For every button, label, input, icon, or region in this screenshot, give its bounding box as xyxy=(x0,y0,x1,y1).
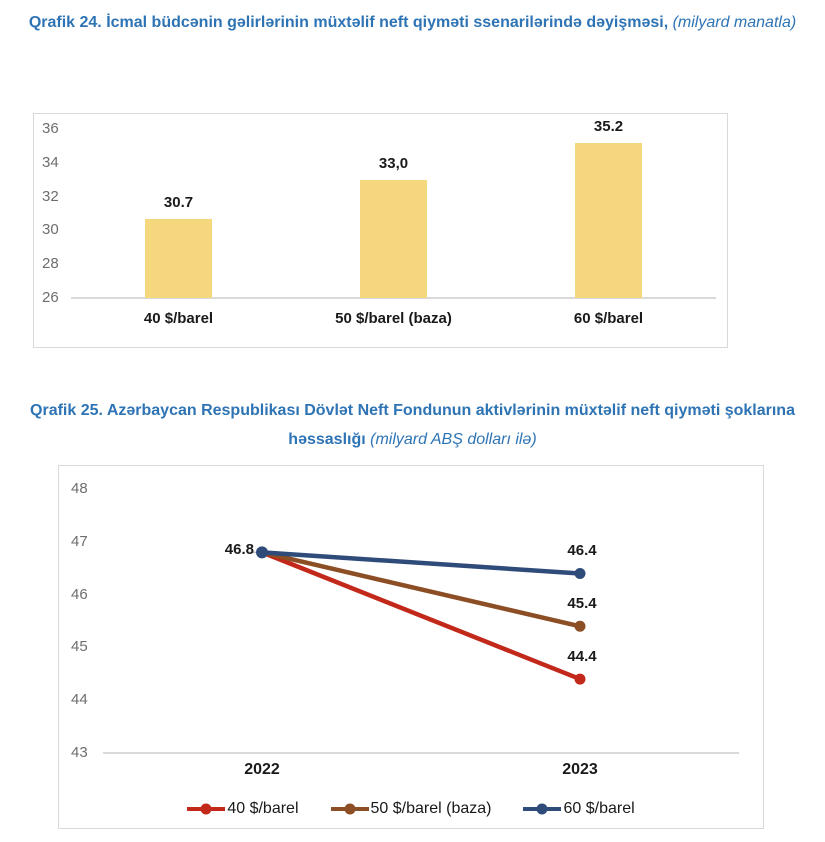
y-axis-tick-label: 30 xyxy=(42,221,59,239)
y-axis-tick-label: 43 xyxy=(71,744,88,761)
legend-line-marker-icon xyxy=(523,803,561,815)
line-plot-area xyxy=(59,466,762,827)
bar-value-label: 30.7 xyxy=(163,193,194,211)
legend-item-2 xyxy=(523,800,634,818)
chart24-title xyxy=(0,8,825,37)
chart24-bar-chart xyxy=(33,113,728,348)
chart25-title xyxy=(0,396,825,454)
legend-item-0 xyxy=(187,800,298,818)
legend-dot xyxy=(537,804,548,815)
legend-label: 50 $/barel (baza) xyxy=(370,800,492,817)
bar xyxy=(145,219,212,298)
end-point-marker-1 xyxy=(575,621,586,632)
end-point-label-2: 46.4 xyxy=(567,542,597,560)
y-axis-tick-label: 44 xyxy=(71,691,88,709)
y-axis-tick-label: 47 xyxy=(71,532,88,550)
chart25-line-chart xyxy=(58,465,764,829)
y-axis-tick-label: 36 xyxy=(42,120,59,137)
end-point-marker-0 xyxy=(575,674,586,685)
chart25-title-main: Qrafik 25. Azərbaycan Respublikası Dövlət Neft Fondunun aktivlərinin müxtəlif neft qiyməti şoklarına həssaslığı xyxy=(30,402,795,448)
legend-line-marker-icon xyxy=(331,803,369,815)
end-point-marker-2 xyxy=(575,568,586,579)
legend-item-1 xyxy=(331,800,492,818)
legend-line-marker-icon xyxy=(187,803,225,815)
bar xyxy=(360,180,427,298)
legend-dot xyxy=(344,804,355,815)
legend-dot xyxy=(201,804,212,815)
chart24-title-wrap xyxy=(29,8,796,37)
legend-label: 40 $/barel xyxy=(227,800,299,817)
x-axis-category-label: 50 $/barel (baza) xyxy=(335,310,452,327)
start-point-label: 46.8 xyxy=(224,541,254,559)
x-axis-category-label: 2022 xyxy=(244,761,280,778)
y-axis-tick-label: 26 xyxy=(42,289,59,306)
y-axis-tick-label: 46 xyxy=(71,585,88,603)
start-point-marker xyxy=(256,546,268,558)
x-axis-category-label: 40 $/barel xyxy=(143,310,214,327)
bar xyxy=(575,143,642,298)
chart24-title-unit: (milyard manatla) xyxy=(672,14,797,31)
chart24-title-main: Qrafik 24. İcmal büdcənin gəlirlərinin müxtəlif neft qiyməti ssenarilərində dəyişməsi, xyxy=(28,14,669,31)
legend xyxy=(59,800,763,818)
chart25-title-wrap xyxy=(28,396,798,454)
y-axis-tick-label: 32 xyxy=(42,187,59,205)
chart25-title-unit: (milyard ABŞ dolları ilə) xyxy=(370,431,537,448)
x-axis-category-label: 2023 xyxy=(562,761,598,778)
y-axis-tick-label: 28 xyxy=(42,255,59,273)
y-axis-tick-label: 45 xyxy=(71,638,88,656)
end-point-label-0: 44.4 xyxy=(567,648,597,666)
y-axis-tick-label: 34 xyxy=(42,153,59,171)
bar-value-label: 33,0 xyxy=(378,154,409,172)
legend-label: 60 $/barel xyxy=(563,800,635,817)
y-axis-tick-label: 48 xyxy=(71,480,88,497)
end-point-label-1: 45.4 xyxy=(567,595,597,613)
x-axis-category-label: 60 $/barel xyxy=(573,310,644,327)
bar-value-label: 35.2 xyxy=(593,117,624,135)
